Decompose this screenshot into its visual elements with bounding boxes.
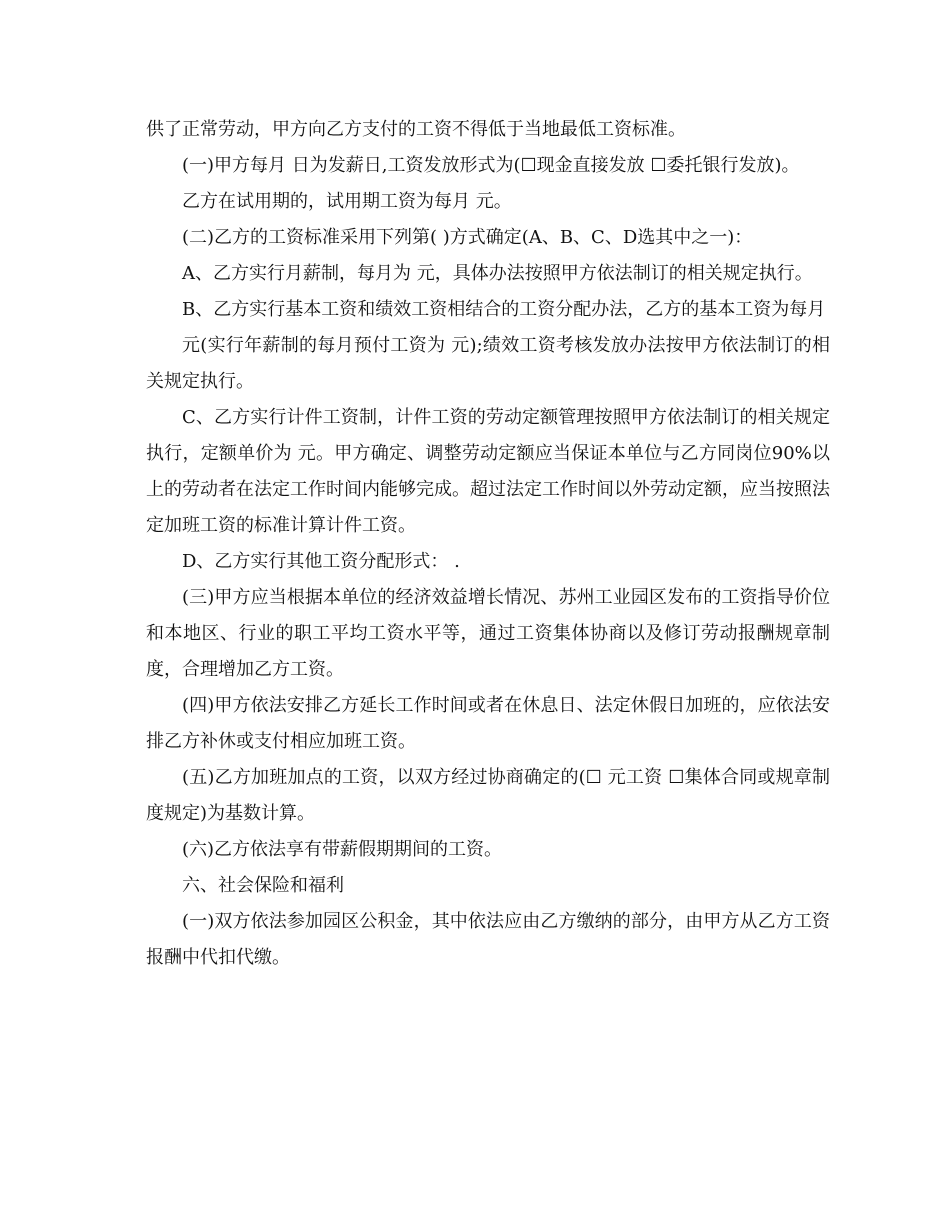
paragraph: C、乙方实行计件工资制，计件工资的劳动定额管理按照甲方依法制订的相关规定执行，定额单价为 元。甲方确定、调整劳动定额应当保证本单位与乙方同岗位90%以上的劳动者在法定工作时间内能够完成。超过法定工作时间以外劳动定额，应当按照法定加班工资的标准计算计件工资。 (146, 407, 830, 536)
paragraph: (五)乙方加班加点的工资，以双方经过协商确定的(☐ 元工资 ☐集体合同或规章制度规定)为基数计算。 (146, 767, 830, 824)
paragraph: (三)甲方应当根据本单位的经济效益增长情况、苏州工业园区发布的工资指导价位和本地区、行业的职工平均工资水平等，通过工资集体协商以及修订劳动报酬规章制度，合理增加乙方工资。 (146, 587, 830, 680)
paragraph: 元(实行年薪制的每月预付工资为 元);绩效工资考核发放办法按甲方依法制订的相关规定执行。 (146, 335, 830, 392)
section-heading: 六、社会保险和福利 (182, 875, 344, 896)
paragraph: 乙方在试用期的，试用期工资为每月 元。 (182, 191, 512, 212)
paragraph: (六)乙方依法享有带薪假期期间的工资。 (182, 839, 503, 860)
paragraph: (四)甲方依法安排乙方延长工作时间或者在休息日、法定休假日加班的，应依法安排乙方补休或支付相应加班工资。 (146, 695, 830, 752)
paragraph: D、乙方实行其他工资分配形式： . (182, 551, 460, 572)
paragraph: (二)乙方的工资标准采用下列第( )方式确定(A、B、C、D选其中之一)： (182, 227, 753, 248)
paragraph: (一)双方依法参加园区公积金，其中依法应由乙方缴纳的部分，由甲方从乙方工资报酬中代扣代缴。 (146, 911, 830, 968)
paragraph: A、乙方实行月薪制，每月为 元，具体办法按照甲方依法制订的相关规定执行。 (182, 263, 813, 284)
paragraph: B、乙方实行基本工资和绩效工资相结合的工资分配办法，乙方的基本工资为每月 (182, 299, 826, 320)
paragraph: 供了正常劳动，甲方向乙方支付的工资不得低于当地最低工资标准。 (146, 119, 686, 140)
paragraph: (一)甲方每月 日为发薪日,工资发放形式为(☐现金直接发放 ☐委托银行发放)。 (182, 155, 800, 176)
